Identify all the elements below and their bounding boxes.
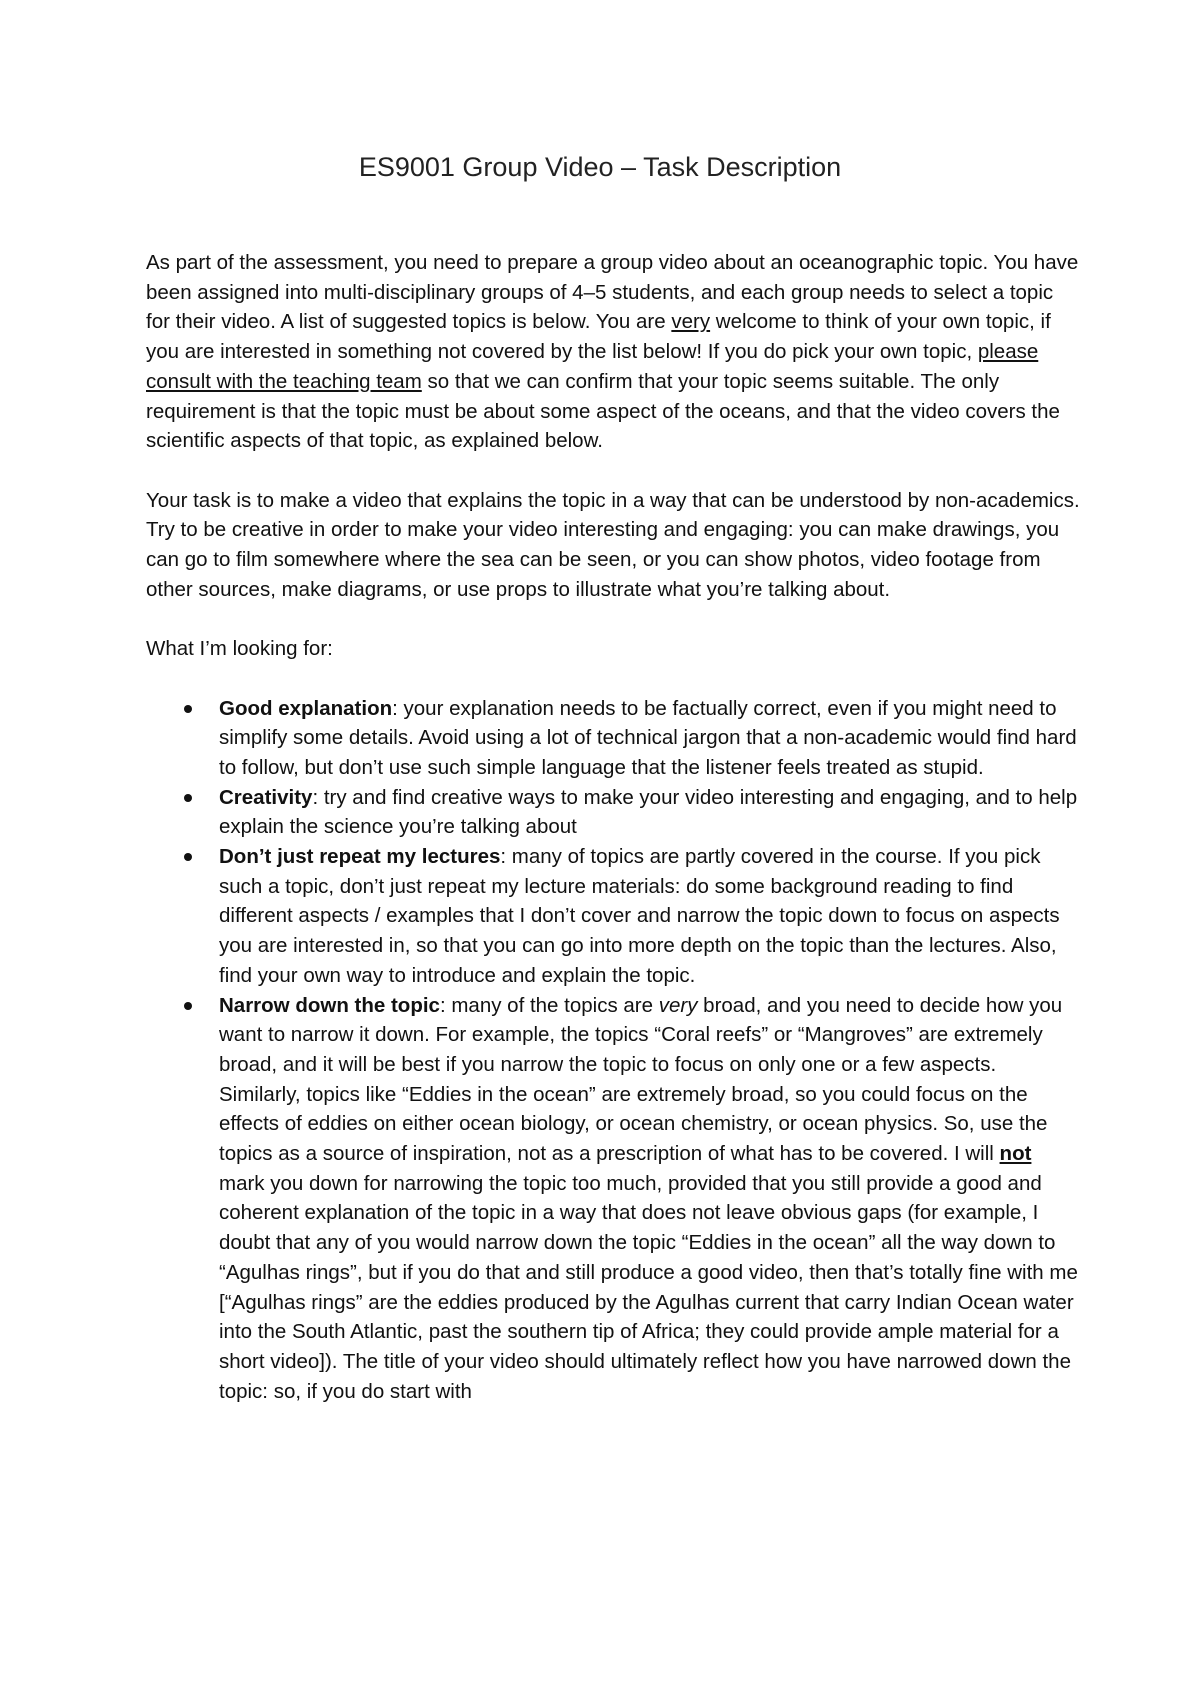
criteria-text-b: broad, and you need to decide how you want to narrow it down. For example, the topics “Coral reefs” or “Mangroves” are extremely broad, and it will be best if you narrow the topic to focus on only one or a few aspects. Similarly, topics like “Eddies in the ocean” are extremely broad, so you could focus on the effects of eddies on either ocean biology, or ocean chemistry, or ocean physics. So, use the topics as a source of inspiration, not as a prescription of what has to be covered. I will [219, 993, 1063, 1166]
criteria-list [146, 694, 1080, 1407]
criteria-item-good-explanation [146, 694, 1080, 783]
intro-text-1: As part of the assessment, you need to prepare a group video about an oceanographic topic. You have been assigned into multi-disciplinary groups of 4–5 students, and each group needs to select a topic for their video. A list of suggested topics is below. You are [146, 251, 1079, 334]
task-paragraph: Your task is to make a video that explains the topic in a way that can be understood by non-academics. Try to be creative in order to make your video interesting and engaging: you can make drawings, you can go to film somewhere where the sea can be seen, or you can show photos, video footage from other sources, make diagrams, or use props to illustrate what you’re talking about. [146, 488, 1080, 601]
intro-text-2: welcome to think of your own topic, if you are interested in something not covered by the list below! If you do pick your own topic, [146, 310, 1051, 364]
criteria-text: : many of topics are partly covered in the course. If you pick such a topic, don’t just repeat my lecture materials: do some background reading to find different aspects / examples that I don’t cover and narrow the topic down to focus on aspects you are interested in, so that you can go into more depth on the topic than the lectures. Also, find your own way to introduce and explain the topic. [219, 845, 1060, 987]
intro-emphasis-consult: please consult with the teaching team [146, 340, 1039, 393]
document-title: ES9001 Group Video – Task Description [358, 152, 842, 182]
bullet-icon [184, 794, 192, 802]
criteria-item-creativity [146, 783, 1080, 842]
intro-emphasis-very: very [671, 310, 711, 334]
criteria-emphasis-not: not [999, 1142, 1032, 1166]
criteria-label: Creativity [219, 785, 313, 809]
document-body [146, 248, 1080, 1406]
bullet-icon [184, 1002, 192, 1010]
paragraph-spacer [146, 664, 1080, 694]
criteria-text-a: : many of the topics are [439, 993, 659, 1017]
intro-text-3: so that we can confirm that your topic seems suitable. The only requirement is that the topic must be about some aspect of the oceans, and that the video covers the scientific aspects of that topic, as explained below. [146, 369, 1060, 453]
paragraph-spacer [146, 456, 1080, 486]
criteria-text: : your explanation needs to be factually correct, even if you might need to simplify some details. Avoid using a lot of technical jargon that a non-academic would find hard to follow, but don’t use such simple language that the listener feels treated as stupid. [219, 696, 1077, 779]
criteria-item-dont-repeat-lectures [146, 842, 1080, 991]
criteria-item-narrow-down-topic [146, 991, 1080, 1407]
looking-for-heading: What I’m looking for: [146, 637, 333, 661]
paragraph-spacer [146, 604, 1080, 634]
bullet-icon [184, 705, 192, 713]
criteria-text: : try and find creative ways to make your video interesting and engaging, and to help explain the science you’re talking about [219, 785, 1078, 839]
criteria-text-c: mark you down for narrowing the topic too much, provided that you still provide a good and coherent explanation of the topic in a way that does not leave obvious gaps (for example, I doubt that any of you would narrow down the topic “Eddies in the ocean” all the way down to “Agulhas rings”, but if you do that and still produce a good video, then that’s totally fine with me [“Agulhas rings” are the eddies produced by the Agulhas current that carry Indian Ocean water into the South Atlantic, past the southern tip of Africa; they could provide ample material for a short video]). The title of your video should ultimately reflect how you have narrowed down the topic: so, if you do start with [219, 1171, 1078, 1403]
criteria-label: Don’t just repeat my lectures [219, 845, 501, 869]
criteria-label: Good explanation [219, 696, 393, 720]
intro-paragraph [146, 248, 1080, 456]
criteria-emphasis-very: very [658, 993, 698, 1017]
criteria-label: Narrow down the topic [219, 993, 440, 1017]
bullet-icon [184, 853, 192, 861]
